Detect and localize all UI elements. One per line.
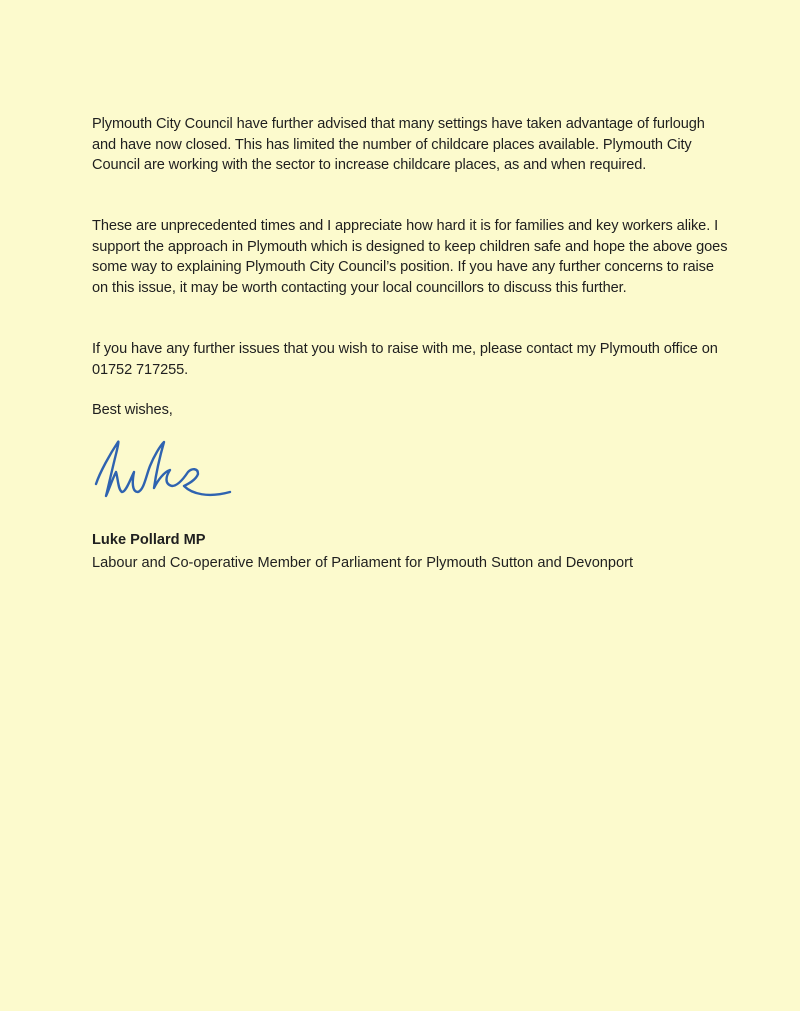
letter-paragraph: If you have any further issues that you wish to raise with me, please contact my Plymouth office on 01752 717255.: [92, 341, 718, 378]
closing-salutation: Best wishes,: [92, 402, 173, 418]
letter-paragraph: These are unprecedented times and I appreciate how hard it is for families and key workers alike. I support the approach in Plymouth which is designed to keep children safe and hope the above goes some way to explaining Plymouth City Council’s position. If you have any further concerns to raise on this issue, it may be worth contacting your local councillors to discuss this further.: [92, 218, 728, 296]
signer-title: Labour and Co-operative Member of Parliament for Plymouth Sutton and Devonport: [92, 555, 634, 571]
letter-paragraph: Plymouth City Council have further advised that many settings have taken advantage of furlough and have now closed. This has limited the number of childcare places available. Plymouth City Council are working with the sector to increase childcare places, as and when required.: [92, 116, 705, 174]
signer-name: Luke Pollard MP: [92, 532, 206, 548]
signature-stroke: [96, 442, 230, 496]
handwritten-signature: [88, 436, 238, 516]
